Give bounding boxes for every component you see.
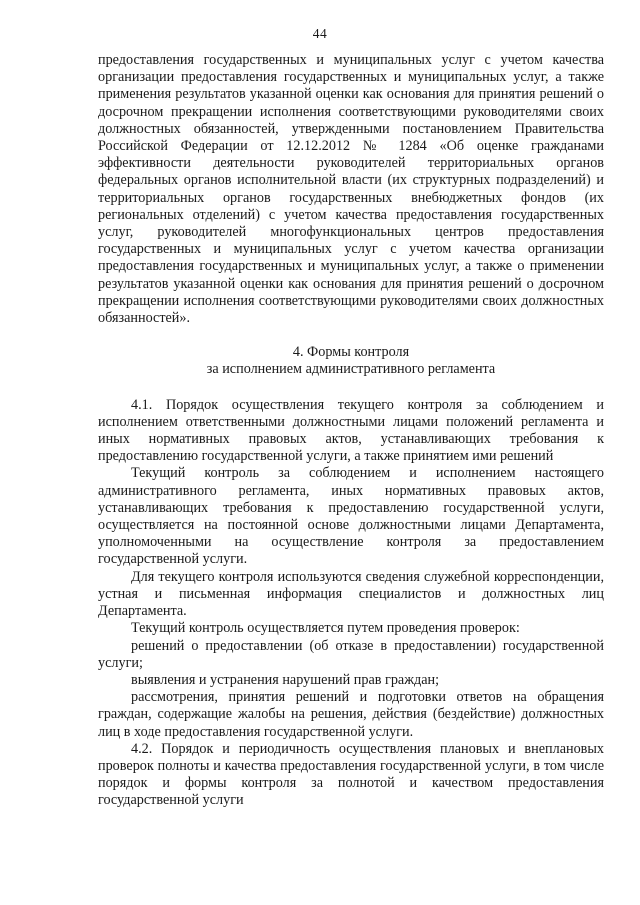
paragraph-4-1: 4.1. Порядок осуществления текущего контроля за соблюдением и исполнением ответственными должностными лицами положений регламента и иных нормативных правовых актов, устанавливающих требования к предоставлению государственной услуги, а также принятием ими решений [98,396,604,465]
section-subheading: за исполнением административного регламента [206,361,496,378]
list-item-decisions: решений о предоставлении (об отказе в предоставлении) государственной услуги; [98,637,604,671]
paragraph-control-sources: Для текущего контроля используются сведения служебной корреспонденции, устная и письменная информация специалистов и должностных лиц Департамента. [98,568,604,620]
page-number: 44 [312,26,328,41]
list-item-appeals: рассмотрения, принятия решений и подготовки ответов на обращения граждан, содержащие жалобы на решения, действия (бездействие) должностных лиц в ходе предоставления государственной услуги. [98,689,604,740]
paragraph-4-2: 4.2. Порядок и периодичность осуществления плановых и внеплановых проверок полноты и качества предоставления государственной услуги, в том числе порядок и формы контроля за полнотой и качеством предоставления государственной услуги [98,740,604,809]
paragraph-control-checks: Текущий контроль осуществляется путем проведения проверок: [131,620,520,637]
paragraph-current-control: Текущий контроль за соблюдением и исполнением настоящего административного регламента, иных нормативных правовых актов, устанавливающих требования к предоставлению государственной услуги, осуществляется на постоянной основе должностными лицами Департамента, уполномоченными на осуществление контроля за предоставлением государственной услуги. [98,465,604,568]
paragraph-continuation: предоставления государственных и муниципальных услуг с учетом качества организации предоставления государственных и муниципальных услуг, а также применения результатов указанной оценки как основания для принятия решений о досрочном прекращении исполнения соответствующими руководителями своих должностных обязанностей, утвержденными постановлением Правительства Российской Федерации от 12.12.2012 № 1284 «Об оценке гражданами эффективности деятельности руководителей территориальных органов федеральных органов исполнительной власти (их структурных подразделений) и территориальных органов государственных внебюджетных фондов (их региональных отделений) с учетом качества предоставления государственных услуг, руководителей многофункциональных центров предоставления государственных и муниципальных услуг с учетом качества организации предоставления государственных и муниципальных услуг, а также о применении результатов указанной оценки как основания для принятия решений о досрочном прекращении исполнения соответствующими руководителями своих должностных обязанностей». [98,52,604,327]
document-body [98,52,604,810]
list-item-violations: выявления и устранения нарушений прав граждан; [131,671,440,688]
section-heading: 4. Формы контроля [292,344,410,361]
